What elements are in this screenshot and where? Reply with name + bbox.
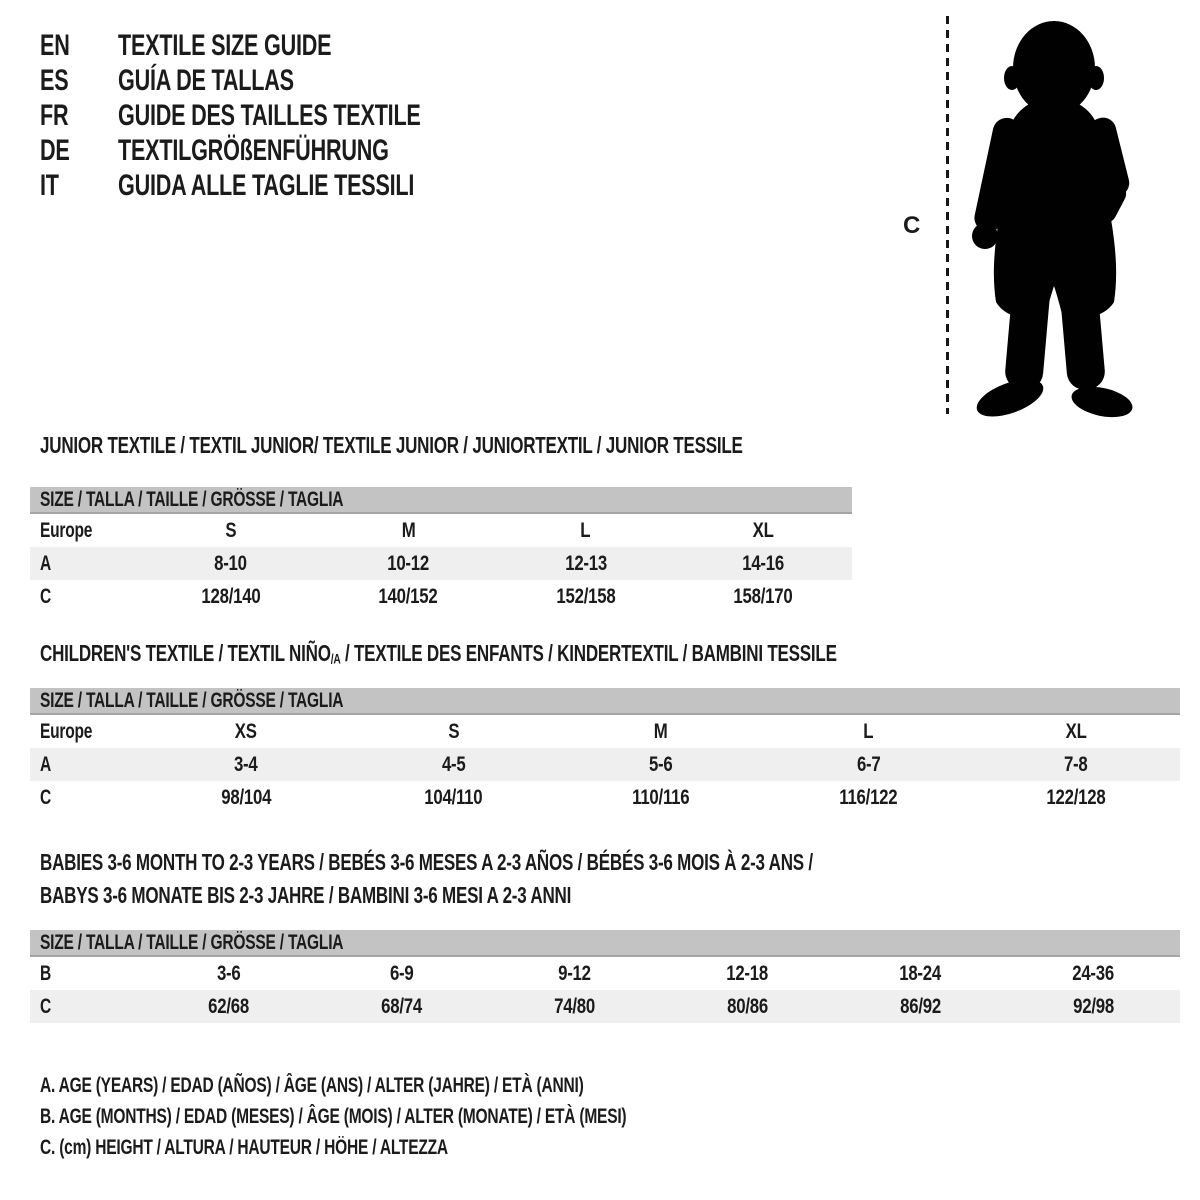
height-cell: 74/80 <box>554 994 595 1018</box>
table-row-height <box>30 781 1180 814</box>
row-label-cell: Europe <box>40 518 93 542</box>
footnote-age-months: B. AGE (MONTHS) / EDAD (MESES) / ÂGE (MOIS) / ALTER (MONATE) / ETÀ (MESI) <box>40 1105 627 1128</box>
row-label-cell: C <box>40 584 52 608</box>
language-row-de <box>40 133 538 168</box>
age-cell: 5-6 <box>649 752 673 776</box>
table-row-height <box>30 580 852 613</box>
language-title: TEXTILGRÖßENFÜHRUNG <box>118 133 389 167</box>
age-cell: 4-5 <box>441 752 466 776</box>
table-row-height <box>30 990 1180 1023</box>
legend-footnotes <box>40 1070 832 1163</box>
language-title: GUÍA DE TALLAS <box>118 63 294 97</box>
section-title-children: CHILDREN'S TEXTILE / TEXTIL NIÑO/A / TEXTILE DES ENFANTS / KINDERTEXTIL / BAMBINI TESSILE <box>40 640 837 667</box>
row-label-cell: B <box>40 961 52 985</box>
language-row-en <box>40 28 538 63</box>
nino-a-subscript: /A <box>330 651 341 667</box>
size-cell: S <box>225 518 237 542</box>
age-cell: 7-8 <box>1064 752 1088 776</box>
language-code: IT <box>40 168 59 202</box>
section-title-babies: BABIES 3-6 MONTH TO 2-3 YEARS / BEBÉS 3-6 MESES A 2-3 AÑOS / BÉBÉS 3-6 MOIS À 2-3 ANS / BABYS 3-6 MONATE BIS 2-3 JAHRE / BAMBINI 3-6 MESI A 2-3 ANNI <box>40 849 813 908</box>
months-cell: 9-12 <box>558 961 591 985</box>
height-cell: 92/98 <box>1073 994 1114 1018</box>
children-size-table <box>30 688 1180 814</box>
row-label-cell: A <box>40 752 52 776</box>
age-cell: 12-13 <box>564 551 607 575</box>
height-cell: 116/122 <box>839 785 898 809</box>
height-cell: 62/68 <box>208 994 249 1018</box>
row-label-cell: Europe <box>40 719 93 743</box>
size-cell: XL <box>1065 719 1087 743</box>
language-title-list <box>40 28 538 203</box>
months-cell: 18-24 <box>899 961 942 985</box>
size-cell: S <box>447 719 459 743</box>
language-title: TEXTILE SIZE GUIDE <box>118 28 332 62</box>
size-cell: M <box>401 518 416 542</box>
height-cell: 80/86 <box>727 994 768 1018</box>
table-row-age <box>30 748 1180 781</box>
row-label-cell: C <box>40 994 52 1018</box>
months-cell: 6-9 <box>389 961 414 985</box>
size-cell: L <box>580 518 591 542</box>
months-cell: 3-6 <box>216 961 241 985</box>
height-cell: 152/158 <box>556 584 616 608</box>
table-row-europe <box>30 715 1180 748</box>
age-cell: 14-16 <box>742 551 785 575</box>
height-cell: 140/152 <box>378 584 438 608</box>
height-dashed-line <box>946 16 949 414</box>
age-cell: 6-7 <box>856 752 881 776</box>
language-title: GUIDE DES TAILLES TEXTILE <box>118 98 421 132</box>
age-cell: 8-10 <box>214 551 248 575</box>
table-row-age <box>30 547 852 580</box>
footnote-height-cm: C. (cm) HEIGHT / ALTURA / HAUTEUR / HÖHE / ALTEZZA <box>40 1136 448 1159</box>
size-header-bar: SIZE / TALLA / TAILLE / GRÖSSE / TAGLIA <box>30 930 1180 957</box>
size-cell: L <box>863 719 874 743</box>
language-code: ES <box>40 63 69 97</box>
table-row-europe <box>30 514 852 547</box>
height-cell: 98/104 <box>220 785 271 809</box>
height-cell: 104/110 <box>424 785 483 809</box>
height-cell: 122/128 <box>1046 785 1106 809</box>
height-cell: 158/170 <box>733 584 793 608</box>
row-label-cell: A <box>40 551 52 575</box>
section-title-junior: JUNIOR TEXTILE / TEXTIL JUNIOR/ TEXTILE JUNIOR / JUNIORTEXTIL / JUNIOR TESSILE <box>40 432 743 458</box>
language-title: GUIDA ALLE TAGLIE TESSILI <box>118 168 415 202</box>
toddler-silhouette-icon <box>966 14 1144 418</box>
months-cell: 12-18 <box>726 961 769 985</box>
height-cell: 128/140 <box>201 584 261 608</box>
row-label-cell: C <box>40 785 52 809</box>
height-cell: 86/92 <box>900 994 941 1018</box>
size-cell: XL <box>752 518 774 542</box>
language-code: DE <box>40 133 70 167</box>
babies-size-table <box>30 930 1180 1023</box>
size-cell: XS <box>234 719 257 743</box>
footnote-age-years: A. AGE (YEARS) / EDAD (AÑOS) / ÂGE (ANS) / ALTER (JAHRE) / ETÀ (ANNI) <box>40 1074 584 1097</box>
height-cell: 68/74 <box>381 994 422 1018</box>
height-measure-label: C <box>903 212 921 239</box>
language-row-fr <box>40 98 538 133</box>
size-header-bar: SIZE / TALLA / TAILLE / GRÖSSE / TAGLIA <box>30 487 852 514</box>
table-row-months <box>30 957 1180 990</box>
junior-size-table <box>30 487 852 613</box>
height-cell: 110/116 <box>632 785 690 809</box>
age-cell: 10-12 <box>387 551 430 575</box>
age-cell: 3-4 <box>234 752 258 776</box>
language-code: EN <box>40 28 70 62</box>
language-code: FR <box>40 98 69 132</box>
size-header-bar: SIZE / TALLA / TAILLE / GRÖSSE / TAGLIA <box>30 688 1180 715</box>
language-row-es <box>40 63 538 98</box>
size-cell: M <box>654 719 668 743</box>
months-cell: 24-36 <box>1072 961 1115 985</box>
language-row-it <box>40 168 538 203</box>
